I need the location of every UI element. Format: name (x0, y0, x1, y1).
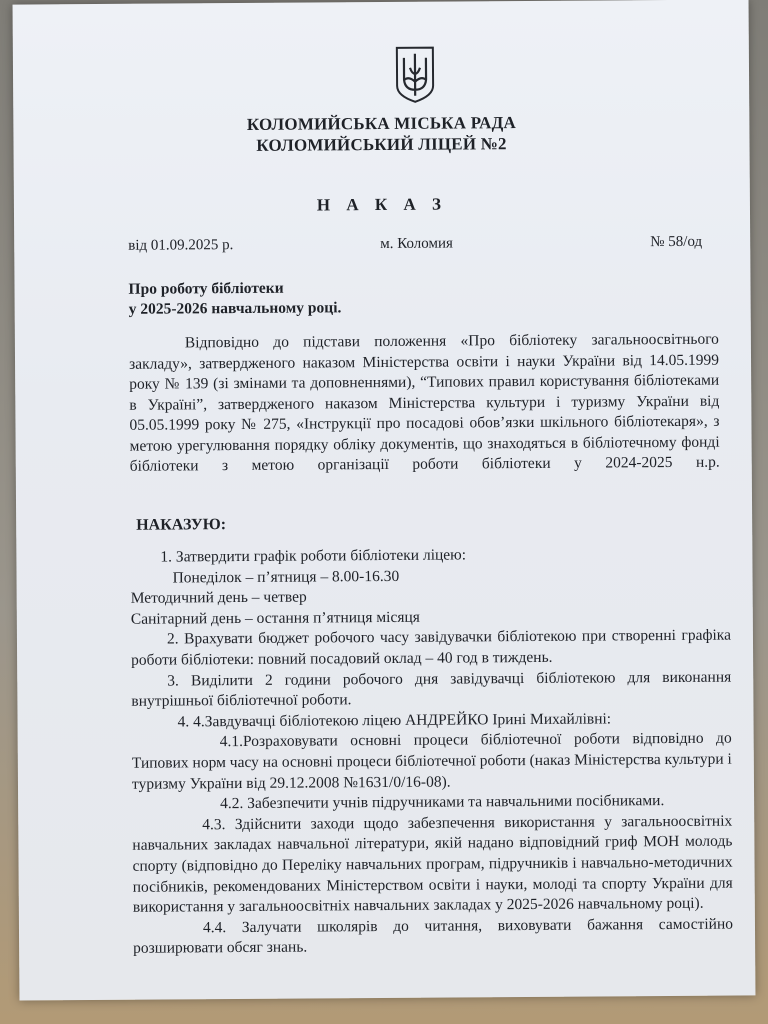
order-date: від 01.09.2025 р. (128, 237, 234, 254)
order-number: № 58/од (650, 233, 703, 251)
school-name: КОЛОМИЙСЬКИЙ ЛІЦЕЙ №2 (256, 134, 507, 155)
subject-line-1: Про роботу бібліотеки (128, 279, 284, 298)
item-1: 1. Затвердити графік роботи бібліотеки ліцею: (160, 546, 467, 566)
item-4-4: 4.4. Залучати школярів до читання, виховувати бажання самостійно розширювати обсяг знань. (133, 915, 734, 958)
item-4: 4. 4.Завдувачці бібліотекою ліцею АНДРЕЙКО Ірині Михайлівні: (177, 710, 612, 731)
item-3: 3. Виділити 2 години робочого дня завідувачці бібліотекою для виконання внутрішньої бібліотечної роботи. (131, 668, 732, 710)
tryzub-emblem-icon (393, 46, 437, 104)
document-page (13, 0, 756, 1001)
order-subject (128, 278, 341, 319)
item-2: 2. Врахувати бюджет робочого часу завідувачки бібліотекою при створенні графіка роботи бібліотеки: повний посадовий оклад – 40 год в тиждень. (131, 626, 732, 669)
order-city: м. Коломия (380, 235, 453, 253)
council-name: КОЛОМИЙСЬКА МІСЬКА РАДА (246, 113, 516, 134)
order-heading: НАКАЗУЮ: (136, 516, 227, 534)
item-4-3: 4.3. Здійснити заходи щодо забезпечення використання у загальноосвітніх навчальних закладах навчальної літератури, якій надано відповідний гриф МОН молодь спорту (відповідно до Переліку навчальних програм, підручників і навчально-методичних посібників, рекомендованих Міністерством освіти і науки, молоді та спорту України для використання у загальноосвітніх навчальних закладах у 2025-2026 навчальному році). (132, 812, 733, 916)
item-4-2: 4.2. Забезпечити учнів підручниками та навчальними посібниками. (220, 792, 665, 813)
item-1-sanitary-day: Санітарний день – остання п’ятниця місяця (130, 608, 420, 628)
item-1-schedule-weekdays: Понеділок – п’ятниця – 8.00-16.30 (172, 567, 400, 587)
document-title: Н А К А З (316, 194, 448, 215)
item-1-methodical-day: Методичний день – четвер (130, 588, 307, 607)
order-items (130, 544, 733, 960)
subject-line-2: у 2025-2026 навчальному році. (128, 299, 342, 318)
item-4-1: 4.1.Розраховувати основні процеси бібліотечної роботи відповідно до Типових норм часу на основні процеси бібліотечної роботи (наказ Міністерства культури і туризму України від 29.12.2008 №1631/0/16-08). (131, 729, 732, 793)
preamble-paragraph: Відповідно до підстави положення «Про бібліотеку загальноосвітнього закладу», затвердженого наказом Міністерства освіти і науки України від 14.05.1999 року № 139 (зі змінами та доповненнями), “Типових правил користування бібліотеками в Україні”, затвердженого наказом Міністерства культури і туризму України від 05.05.1999 року № 275, «Інструкції про посадові обов’язки шкільного бібліотекаря», з метою урегулювання порядку обліку документів, що знаходяться в бібліотечному фонді бібліотеки з метою організації роботи бібліотеки у 2024-2025 н.р. (128, 330, 720, 475)
